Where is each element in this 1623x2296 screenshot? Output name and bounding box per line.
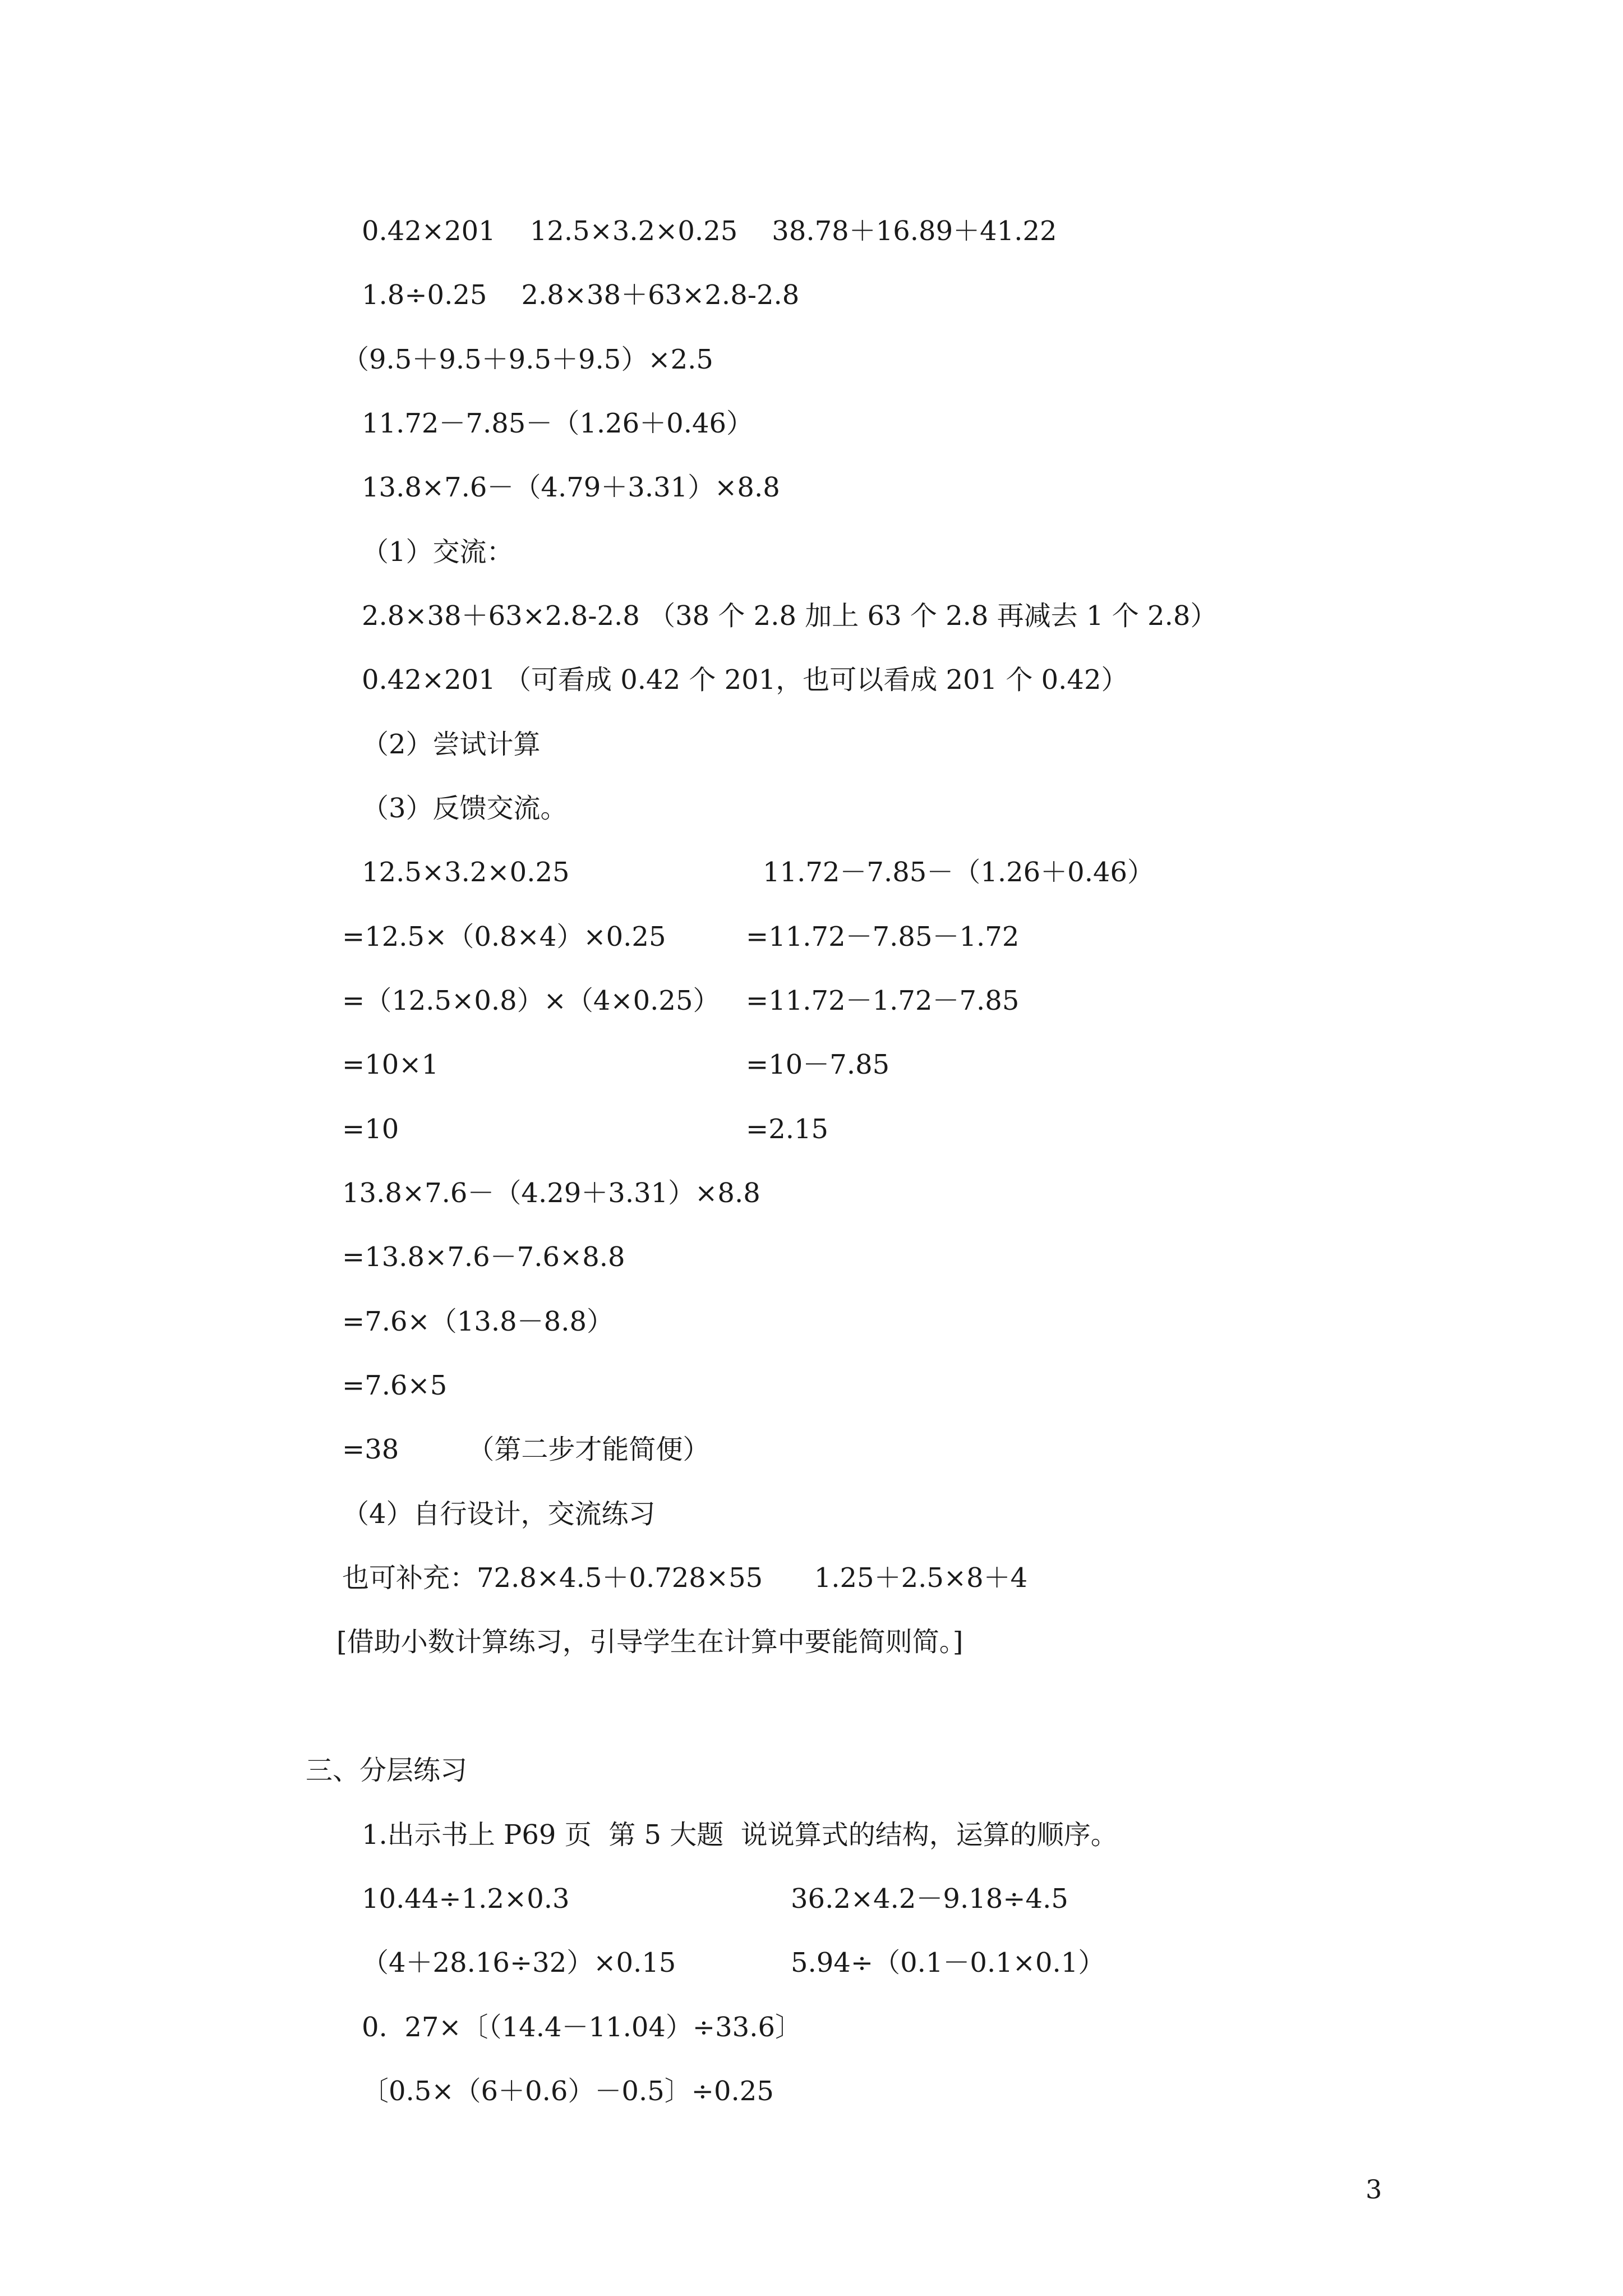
expression-line: 0.42×201 12.5×3.2×0.25 38.78＋16.89＋41.22 (362, 215, 1057, 247)
solution-line: =12.5×（0.8×4）×0.25 (342, 921, 666, 953)
expression-line: 11.72－7.85－（1.26＋0.46） (362, 408, 754, 439)
solution-line-col2: =11.72－7.85－1.72 (746, 921, 1020, 953)
solution-line: =7.6×5 (342, 1370, 448, 1401)
note-line: [借助小数计算练习，引导学生在计算中要能简则简。] (336, 1626, 963, 1658)
step-heading: （3）反馈交流。 (362, 793, 568, 824)
solution-line: =（12.5×0.8）×（4×0.25） (342, 985, 720, 1016)
exercise-line-col2: 5.94÷（0.1－0.1×0.1） (791, 1947, 1105, 1978)
expression-line: 13.8×7.6－（4.79＋3.31）×8.8 (362, 472, 780, 503)
expression-line: 1.8÷0.25 2.8×38＋63×2.8-2.8 (362, 279, 800, 311)
exercise-line: 0. 27×〔（14.4－11.04）÷33.6〕 (362, 2012, 802, 2043)
step-heading: （4）自行设计，交流练习 (342, 1498, 656, 1530)
text-line: 0.42×201 （可看成 0.42 个 201，也可以看成 201 个 0.42） (362, 664, 1128, 696)
step-heading: （2）尝试计算 (362, 729, 541, 760)
solution-line-col2: 11.72－7.85－（1.26＋0.46） (763, 857, 1155, 888)
expression-line: （9.5＋9.5＋9.5＋9.5）×2.5 (342, 344, 713, 375)
solution-line: 13.8×7.6－（4.29＋3.31）×8.8 (342, 1177, 760, 1209)
text-line: 1.出示书上 P69 页 第 5 大题 说说算式的结构，运算的顺序。 (362, 1819, 1118, 1851)
solution-line: 12.5×3.2×0.25 (362, 857, 570, 888)
solution-line: =13.8×7.6－7.6×8.8 (342, 1241, 625, 1273)
solution-line: =10 (342, 1114, 399, 1145)
solution-line: =10×1 (342, 1049, 439, 1080)
exercise-line: 〔0.5×（6＋0.6）－0.5〕÷0.25 (362, 2076, 774, 2107)
solution-line: =7.6×（13.8－8.8） (342, 1306, 614, 1337)
page-number: 3 (1366, 2174, 1382, 2205)
solution-line-col2: =10－7.85 (746, 1049, 890, 1080)
exercise-line: 10.44÷1.2×0.3 (362, 1883, 570, 1915)
solution-line: =38 （第二步才能简便） (342, 1434, 710, 1465)
exercise-line: （4＋28.16÷32）×0.15 (362, 1947, 676, 1978)
text-line: 也可补充：72.8×4.5＋0.728×55 1.25＋2.5×8＋4 (342, 1562, 1028, 1594)
text-line: 2.8×38＋63×2.8-2.8 （38 个 2.8 加上 63 个 2.8 再减去 1 个 2.8） (362, 600, 1218, 632)
step-heading: （1）交流： (362, 536, 514, 568)
exercise-line-col2: 36.2×4.2－9.18÷4.5 (791, 1883, 1068, 1915)
solution-line-col2: =11.72－1.72－7.85 (746, 985, 1020, 1016)
solution-line-col2: =2.15 (746, 1114, 829, 1145)
section-heading: 三、分层练习 (306, 1755, 468, 1786)
